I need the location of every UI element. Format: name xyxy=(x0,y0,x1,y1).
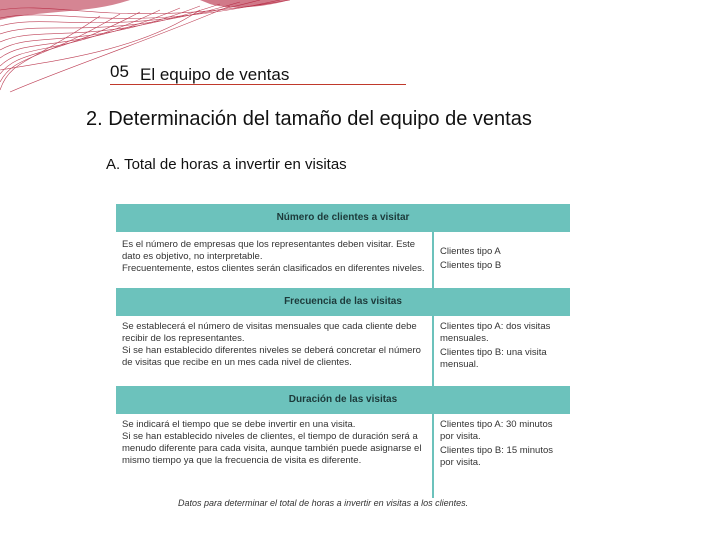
example-cell xyxy=(434,414,570,498)
cell-text: Si se han establecido diferentes niveles se deberá concretar el número de visitas que recibe en un mes cada nivel de clientes. xyxy=(122,345,421,368)
section-header-frecuencia: Frecuencia de las visitas xyxy=(116,288,570,316)
cell-text: Frecuentemente, estos clientes serán clasificados en diferentes niveles. xyxy=(122,263,425,274)
description-cell xyxy=(116,316,434,386)
table-row xyxy=(116,232,570,288)
cell-text: Clientes tipo A: 30 minutos por visita. xyxy=(440,419,553,442)
description-cell xyxy=(116,414,434,498)
cell-text: Se establecerá el número de visitas mensuales que cada cliente debe recibir de los representantes. xyxy=(122,321,417,344)
chapter-header xyxy=(110,62,406,85)
subsection-heading: A. Total de horas a invertir en visitas xyxy=(106,156,347,173)
table-row xyxy=(116,414,570,498)
table-row xyxy=(116,316,570,386)
cell-text: Clientes tipo B: una visita mensual. xyxy=(440,347,547,370)
table-caption: Datos para determinar el total de horas a invertir en visitas a los clientes. xyxy=(178,498,469,508)
cell-text: Si se han establecido niveles de clientes, el tiempo de duración será a menudo diferente para cada visita, aunque también puede asignarse el mismo tiempo ya que la frecuencia de visita es diferente. xyxy=(122,431,422,466)
description-cell xyxy=(116,232,434,288)
chapter-number: 05 xyxy=(110,62,129,81)
example-cell xyxy=(434,316,570,386)
cell-text: Clientes tipo B: 15 minutos por visita. xyxy=(440,445,554,468)
cell-text: Clientes tipo B xyxy=(440,260,502,271)
section-header-clientes: Número de clientes a visitar xyxy=(116,204,570,232)
chapter-title: El equipo de ventas xyxy=(140,65,290,84)
cell-text: Clientes tipo A: dos visitas mensuales. xyxy=(440,321,551,344)
cell-text: Se indicará el tiempo que se debe invertir en una visita. xyxy=(122,419,356,430)
section-header-duracion: Duración de las visitas xyxy=(116,386,570,414)
example-cell xyxy=(434,232,570,288)
cell-text: Clientes tipo A xyxy=(440,246,501,257)
section-heading: 2. Determinación del tamaño del equipo de ventas xyxy=(86,108,532,130)
visits-data-table xyxy=(116,204,570,498)
cell-text: Es el número de empresas que los representantes deben visitar. Este dato es objetivo, no interpretable. xyxy=(122,239,416,262)
